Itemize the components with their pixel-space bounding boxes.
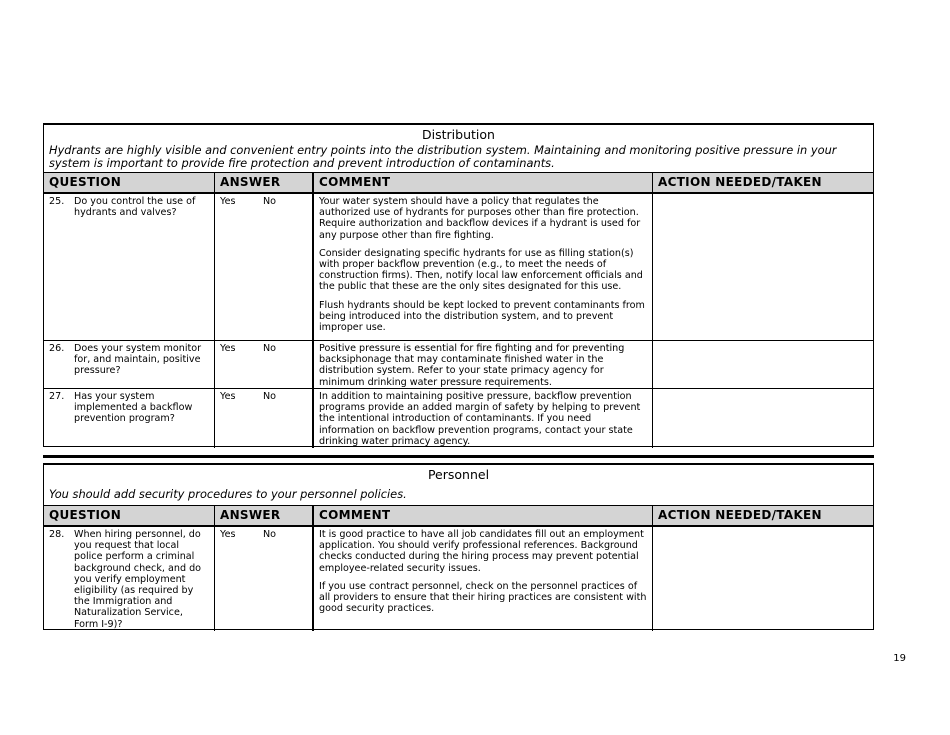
answer-yes[interactable]: Yes [220, 391, 236, 402]
question-text: Do you control the use of hydrants and valves? [74, 196, 196, 219]
question-number: 27. [49, 391, 65, 402]
answer-no[interactable]: No [263, 529, 277, 540]
answer-cell [215, 194, 313, 340]
action-cell[interactable] [653, 341, 873, 388]
comment-cell [313, 389, 653, 448]
header-comment: COMMENT [313, 506, 653, 525]
answer-cell [215, 527, 313, 631]
section-intro: You should add security procedures to your personnel policies. [49, 487, 407, 501]
question-text: Has your system implemented a backflow prevention program? [74, 391, 193, 425]
comment-paragraph: It is good practice to have all job candidates fill out an employment application. You should verify professional references. Background checks conducted during the hiring process may prevent potential employee-related security issues. [319, 529, 644, 574]
answer-cell [215, 341, 313, 388]
comment-paragraph: Consider designating specific hydrants for use as filling station(s) with proper backflow prevention (e.g., to meet the needs of construction firms). Then, notify local law enforcement officials and the public that these are the only sites designated for this use. [319, 247, 643, 293]
question-cell [44, 389, 215, 448]
section-intro: Hydrants are highly visible and convenient entry points into the distribution system. Maintaining and monitoring positive pressure in your system is important to provide fire protection and prevent introduction of contaminants. [49, 143, 837, 170]
comment-paragraph: In addition to maintaining positive pressure, backflow prevention programs provide an added margin of safety by helping to prevent the intentional introduction of contaminants. If you need information on backflow prevention programs, contact your state drinking water primacy agency. [319, 391, 641, 447]
table-header [44, 172, 873, 194]
header-answer: ANSWER [215, 506, 313, 525]
comment-cell [313, 527, 653, 631]
page-number: 19 [893, 653, 906, 664]
answer-no[interactable]: No [263, 343, 277, 354]
question-cell [44, 527, 215, 631]
comment-paragraph: Your water system should have a policy that regulates the authorized use of hydrants for purposes other than fire protection. Require authorization and backflow devices if a hydrant is used for any purpose other than fire fighting. [319, 196, 641, 241]
question-number: 26. [49, 343, 65, 354]
distribution-section [43, 123, 874, 447]
header-question: QUESTION [44, 173, 215, 192]
answer-no[interactable]: No [263, 196, 277, 207]
question-number: 28. [49, 529, 65, 540]
answer-yes[interactable]: Yes [220, 343, 236, 354]
table-row [44, 389, 873, 448]
section-title: Personnel [427, 467, 490, 482]
table-row [44, 194, 873, 341]
question-cell [44, 194, 215, 340]
header-comment: COMMENT [313, 173, 653, 192]
header-action: ACTION NEEDED/TAKEN [658, 508, 822, 522]
question-cell [44, 341, 215, 388]
comment-cell [313, 341, 653, 388]
answer-yes[interactable]: Yes [220, 196, 236, 207]
action-cell[interactable] [653, 389, 873, 448]
comment-cell [313, 194, 653, 340]
action-cell[interactable] [653, 527, 873, 631]
header-answer: ANSWER [215, 173, 313, 192]
comment-paragraph: If you use contract personnel, check on the personnel practices of all providers to ensure that their hiring practices are consistent with good security practices. [319, 580, 647, 615]
header-question: QUESTION [44, 506, 215, 525]
comment-paragraph: Flush hydrants should be kept locked to prevent contaminants from being introduced into the distribution system, and to prevent improper use. [319, 299, 645, 334]
header-action: ACTION NEEDED/TAKEN [658, 175, 822, 189]
question-text: When hiring personnel, do you request that local police perform a criminal background check, and do you verify employment eligibility (as required by the Immigration and Naturalization Service, Form I-9)? [74, 529, 202, 630]
action-cell[interactable] [653, 194, 873, 340]
question-text: Does your system monitor for, and maintain, positive pressure? [74, 343, 202, 377]
section-divider [43, 455, 874, 458]
table-header [44, 505, 873, 527]
personnel-section [43, 463, 874, 630]
table-row [44, 527, 873, 631]
answer-cell [215, 389, 313, 448]
answer-no[interactable]: No [263, 391, 277, 402]
question-number: 25. [49, 196, 65, 207]
table-row [44, 341, 873, 389]
comment-paragraph: Positive pressure is essential for fire fighting and for preventing backsiphonage that may contaminate finished water in the distribution system. Refer to your state primacy agency for minimum drinking water pressure requirements. [319, 343, 625, 388]
answer-yes[interactable]: Yes [220, 529, 236, 540]
section-title: Distribution [422, 127, 495, 142]
